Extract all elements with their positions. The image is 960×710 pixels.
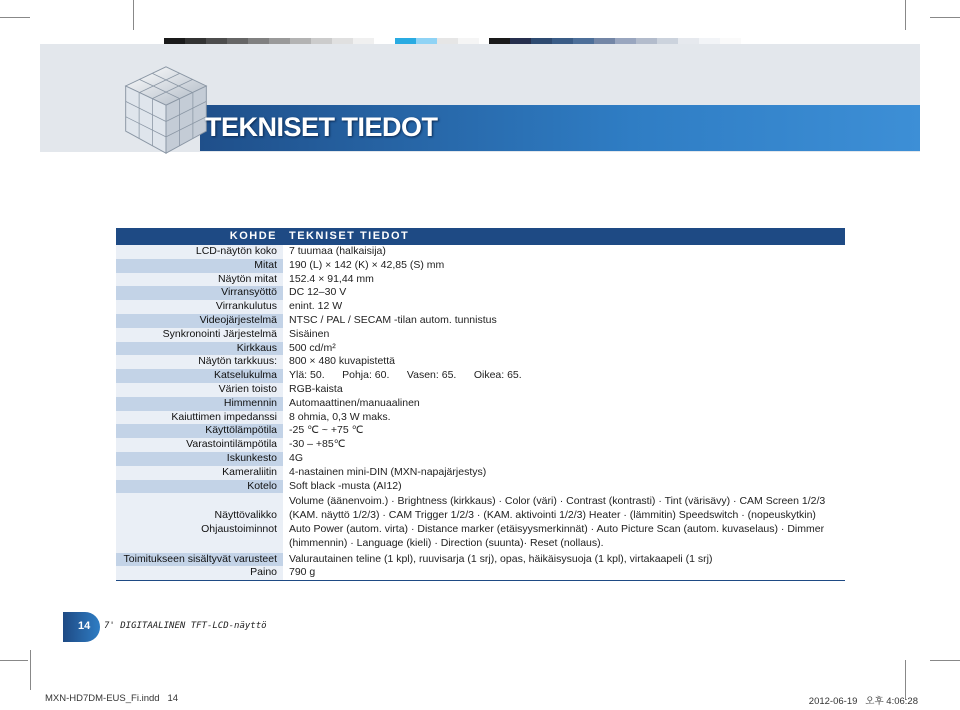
product-name: 7' DIGITAALINEN TFT-LCD-näyttö [104, 621, 267, 631]
footer-filename: MXN-HD7DM-EUS_Fi.indd 14 [45, 693, 179, 704]
spec-key: Iskunkesto [116, 452, 283, 466]
spec-value: Automaattinen/manuaalinen [289, 396, 420, 409]
table-row [116, 452, 845, 466]
spec-value: 4-nastainen mini-DIN (MXN-napajärjestys) [289, 465, 487, 478]
table-row [116, 553, 845, 567]
spec-value: Ylä: 50. Pohja: 60. Vasen: 65. Oikea: 65. [289, 369, 522, 382]
crop-mark [0, 660, 28, 661]
table-row [116, 411, 845, 425]
spec-key: Virrankulutus [116, 300, 283, 314]
menu-line: Auto Power (autom. virta) · Distance marker (etäisyysmerkinnät) · Auto Picture Scan (autom. kuvaselaus) · Dimmer [289, 522, 825, 535]
spec-value: 7 tuumaa (halkaisija) [289, 245, 386, 257]
table-row [116, 245, 845, 259]
spec-key: LCD-näytön koko [116, 245, 283, 259]
spec-value: -25 ℃ ~ +75 ℃ [289, 424, 364, 437]
table-row [116, 300, 845, 314]
spec-key: Näytön tarkkuus: [116, 355, 283, 369]
spec-value: enint. 12 W [289, 300, 343, 313]
spec-value: NTSC / PAL / SECAM -tilan autom. tunnistus [289, 313, 497, 326]
table-row [116, 369, 845, 383]
spec-value: 190 (L) × 142 (K) × 42,85 (S) mm [289, 258, 445, 271]
table-row-menu [116, 493, 845, 552]
table-row [116, 355, 845, 369]
spec-key: Himmennin [116, 397, 283, 411]
table-row [116, 397, 845, 411]
crop-mark [905, 0, 906, 30]
table-row [116, 424, 845, 438]
table-row [116, 466, 845, 480]
table-row [116, 273, 845, 287]
spec-value: Sisäinen [289, 327, 330, 340]
spec-value: DC 12–30 V [289, 286, 347, 299]
spec-key: Värien toisto [116, 383, 283, 397]
page-number: 14 [78, 620, 91, 632]
spec-key: Kotelo [116, 480, 283, 494]
table-row [116, 328, 845, 342]
spec-value: RGB-kaista [289, 382, 343, 395]
spec-table [116, 228, 845, 581]
spec-key: Virransyöttö [116, 286, 283, 300]
spec-key: Toimitukseen sisältyvät varusteet [116, 553, 283, 567]
spec-key: Varastointilämpötila [116, 438, 283, 452]
spec-value: 152.4 × 91,44 mm [289, 272, 374, 285]
table-row [116, 286, 845, 300]
spec-key: Paino [116, 566, 283, 580]
spec-key: Kirkkaus [116, 342, 283, 356]
table-row [116, 438, 845, 452]
spec-key: Mitat [116, 259, 283, 273]
spec-key: Katselukulma [116, 369, 283, 383]
spec-value: 8 ohmia, 0,3 W maks. [289, 410, 391, 423]
spec-value: 500 cd/m² [289, 341, 336, 354]
spec-key-menu [116, 493, 283, 552]
spec-value: Soft black -musta (AI12) [289, 479, 402, 492]
spec-value: -30 – +85℃ [289, 438, 346, 451]
crop-mark [0, 17, 30, 18]
cube-icon [118, 62, 214, 158]
crop-mark [133, 0, 134, 30]
table-row [116, 383, 845, 397]
menu-key-line: Ohjaustoiminnot [201, 522, 277, 535]
spec-value: 800 × 480 kuvapistettä [289, 355, 395, 368]
menu-line: (himmennin) · Language (kieli) · Direction (suunta)· Reset (nollaus). [289, 536, 604, 549]
page-number-tab [63, 612, 100, 642]
menu-line: Volume (äänenvoim.) · Brightness (kirkkaus) · Color (väri) · Contrast (kontrasti) · Tint (värisävy) · CAM Screen 1/2/3 [289, 495, 826, 508]
table-row [116, 566, 845, 580]
spec-value-menu [283, 493, 845, 552]
spec-value: 790 g [283, 566, 845, 580]
spec-value: Valurautainen teline (1 kpl), ruuvisarja (1 srj), opas, häikäisysuoja (1 kpl), virtakaapeli (1 srj) [289, 552, 713, 565]
menu-key-line: Näyttövalikko [214, 509, 277, 522]
table-row [116, 342, 845, 356]
spec-key: Kaiuttimen impedanssi [116, 411, 283, 425]
spec-key: Käyttölämpötila [116, 424, 283, 438]
table-row [116, 259, 845, 273]
footer-timestamp: 2012-06-19 오후 4:06:28 [808, 696, 918, 707]
table-row [116, 314, 845, 328]
page-title: TEKNISET TIEDOT [205, 112, 438, 142]
crop-mark [930, 17, 960, 18]
spec-value: 4G [289, 451, 304, 464]
crop-mark [30, 650, 31, 690]
spec-key: Näytön mitat [116, 273, 283, 287]
header-key: KOHDE [116, 228, 283, 245]
menu-line: (KAM. näyttö 1/2/3) · CAM Trigger 1/2/3 · (KAM. aktivointi 1/2/3) Heater · (lämmitin) Speedswitch · (nopeuskytkin) [289, 509, 816, 522]
spec-key: Kameraliitin [116, 466, 283, 480]
crop-mark [930, 660, 960, 661]
spec-key: Synkronointi Järjestelmä [116, 328, 283, 342]
spec-key: Videojärjestelmä [116, 314, 283, 328]
table-header [116, 228, 845, 245]
header-value: TEKNISET TIEDOT [283, 228, 845, 245]
table-row [116, 480, 845, 494]
